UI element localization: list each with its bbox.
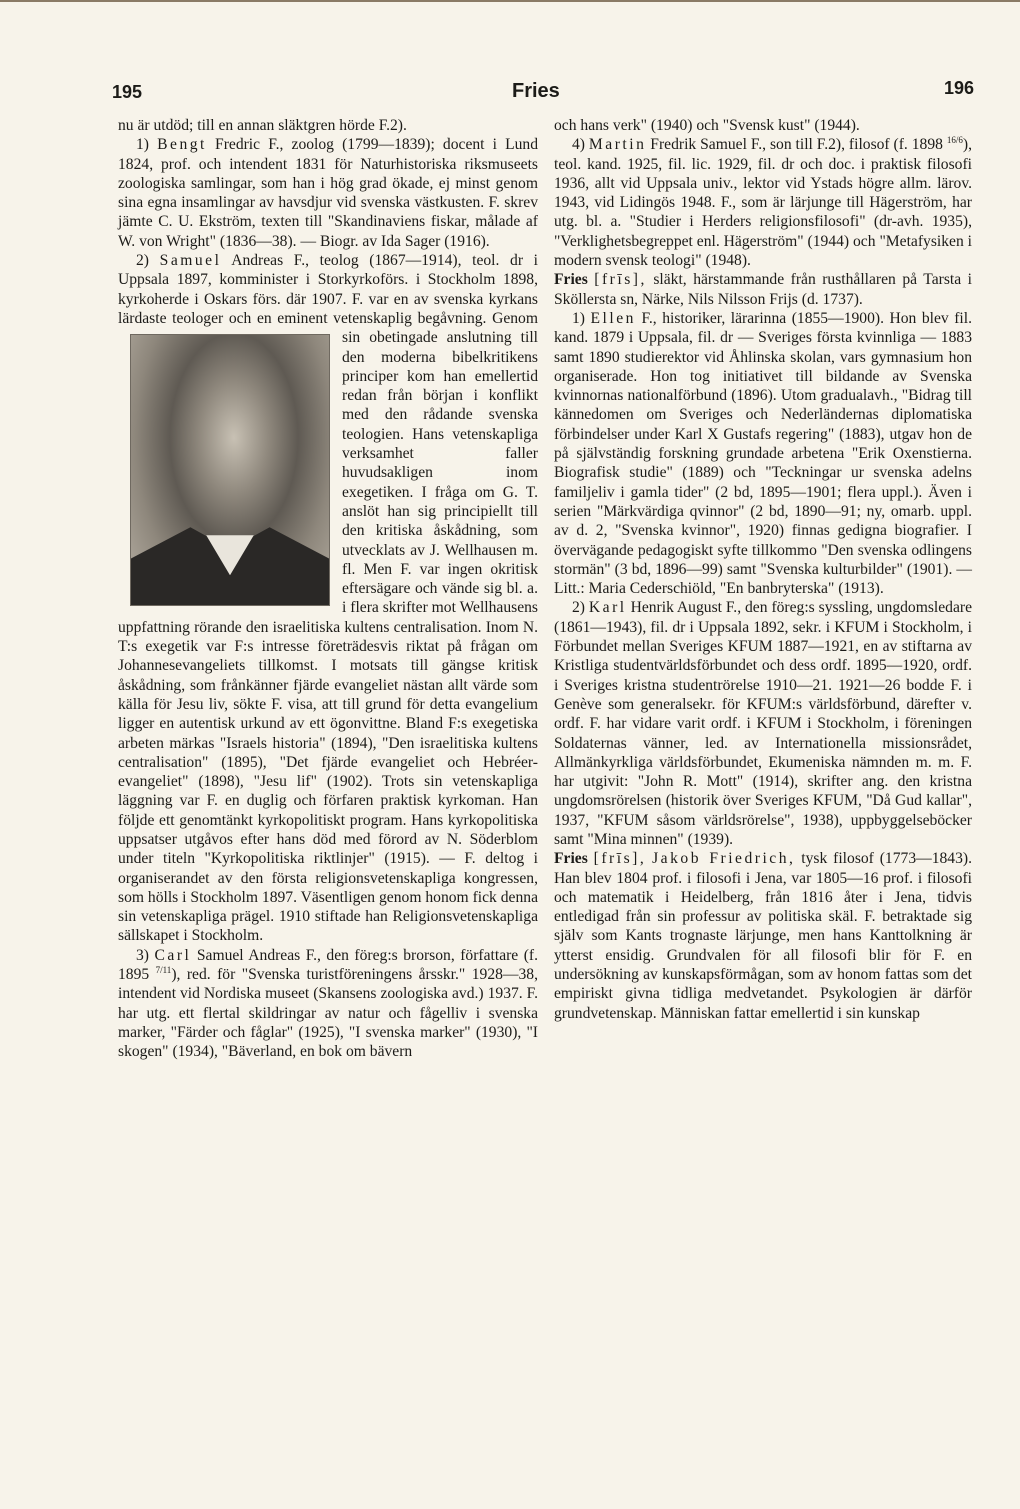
entry-number: 2) <box>136 252 149 270</box>
entry-carl <box>118 946 538 1062</box>
entry-text: tysk filosof (1773—1843). Han blev 1804 prof. i filosofi i Jena, var 1805—16 prof. i filosofi och matematik i Heidelberg, från 1816 åter i Jena, tidvis entledigad från sin professur av politiska skäl. F. betraktade sig själv som Kants trognaste lärjunge, men hans Kanttolkning är ytterst ensidig. Grundvalen för all filosofi blir för F. en undersökning av kunskapsförmågan, som av honom fattas som det empiriskt givna tidliga medvetandet. Psykologien är därför grundvetenskap. Människan fattar emellertid i sin kunskap <box>554 850 972 1022</box>
right-column <box>554 116 972 1023</box>
paragraph: och hans verk" (1940) och "Svensk kust" (1944). <box>554 117 860 134</box>
entry-ellen <box>554 309 972 598</box>
entry-name: Karl <box>588 599 627 617</box>
entry-samuel <box>118 251 538 946</box>
paragraph: nu är utdöd; till en annan släktgren hörde F.2). <box>118 117 407 134</box>
entry-number: 1) <box>136 136 149 154</box>
entry-name: Samuel <box>159 252 222 270</box>
pronunciation: [frīs], <box>594 271 647 289</box>
entry-text: F., historiker, lärarinna (1855—1900). Hon blev fil. kand. 1879 i Uppsala, fil. dr — Sveriges första kvinnliga — 1883 samt 1890 studierektor vid Åhlinska skolan, vars gymnasium hon organiserade. Hon tog initiativet till bildande av Svenska kvinnornas nationalförbund (1896). Utom gradualavh., "Bidrag till kännedomen om Sveriges och Nederländernas diplomatiska förbindelser under Karl X Gustafs regering" (1883), utgav hon de på självständig forskning grundade arbetena "Erik Oxenstierna. Biografisk studie" (1889) och "Teckningar ur svenska adelns familjeliv i gamla tider" (2 bd, 1895—1901; flera uppl.). Även i serien "Märkvärdiga qvinnor" (2 bd, 1890—91; ny, omarb. uppl. av d. 2, "Svenska kvinnor", 1920) finnas gedigna biografier. I övervägande pedagogiskt syfte tillkommo "Den svenska odlingens stormän" (3 bd, 1896—99) samt "Svenska kulturbilder" (1901). — Litt.: Maria Cederschiöld, "En banbryterska" (1913). <box>554 309 972 598</box>
headword-entry-fries-family <box>554 270 972 309</box>
entry-karl <box>554 598 972 849</box>
entry-number: 1) <box>572 309 585 327</box>
entry-text-cont: ), teol. kand. 1925, fil. lic. 1929, fil. dr och doc. i praktisk filosofi 1936, allt vid Uppsala univ., lektor vid Ystads högre allm. lärov. 1943, vid Lidingös 1948. F., som är lärjunge till Hägerström, har utg. bl. a. "Studier i Herders religionsfilosofi" (dr-avh. 1935), "Verklighetsbegreppet enl. Hägerström" (1944) och "Metafysiken i modern svensk teologi" (1948). <box>554 136 972 270</box>
entry-text: Fredric F., zoolog (1799—1839); docent i Lund 1824, prof. och intendent 1831 för Naturhistoriska riksmuseets zoologiska samlingar, som han i hög grad ökade, ej minst genom sina egna insamlingar av havsdjur vid svenska västkusten. F. skrev jämte C. U. Ekström, texten till "Skandinaviens fiskar, målade af W. von Wright" (1836—38). — Biogr. av Ida Sager (1916). <box>118 136 538 250</box>
page-number-right: 196 <box>943 78 974 98</box>
running-head: Fries <box>512 80 560 102</box>
entry-text-cont: ), red. för "Svenska turistföreningens årsskr." 1928—38, intendent vid Nordiska museet (Skansens zoologiska avd.) 1937. F. har utg. ett flertal skildringar av natur och fågelliv i svenska marker, "Färder och fåglar" (1925), "I svenska marker" (1930), "I skogen" (1934), "Bäverland, en bok om bävern <box>118 966 538 1061</box>
entry-text: Samuel Andreas F., den föreg:s brorson, författare (f. 1895 <box>118 946 538 984</box>
entry-martin <box>554 135 972 270</box>
entry-name: Ellen <box>590 309 636 327</box>
page-header <box>112 78 974 108</box>
date-fraction: 16/6 <box>946 135 963 146</box>
entry-text-cont: begåvning. Genom sin obetingade anslutning till den moderna bibelkritikens principer kom han emellertid redan från början i konflikt med den rådande svenska teologien. Hans vetenskapliga verksamhet faller huvudsakligen inom exegetiken. I fråga om G. T. anslöt han sig principiellt till den kritiska åskådning, som utvecklats av J. Wellhausen m. fl. Men F. var ingen okritisk eftersägare och vände sig bl. a. i flera skrifter mot Wellhausens uppfattning rörande den israelitiska kultens centralisation. Inom N. T:s exegetik var F:s intresse företrädesvis riktat på frågan om Johannesevangeliets tillkomst. I motsats till gängse kritisk åskådning, som frånkänner fjärde evangeliet nästan allt värde som källa för Jesu liv, sökte F. visa, att till grund för detta evangelium ligger en autentisk urkund av ett ögonvittne. Bland F:s exegetiska arbeten märkas "Israels historia" (1894), "Den israelitiska kultens centralisation" (1895), "Det fjärde evangeliet och Hebréer-evangeliet" (1898), "Jesu lif" (1902). Trots sin vetenskapliga läggning var F. en duglig och förfaren praktisk kyrkoman. Han följde ett genomtänkt kyrkopolitiskt program. Hans kyrkopolitiska uppsatser utgåvos efter hans död med förord av N. Söderblom under titeln "Kyrkopolitiska riktlinjer" (1915). — F. deltog i organiserandet av den första religionsvetenskapliga kongressen, som hölls i Stockholm 1897. Väsentligen genom honom fick denna sin vetenskapliga prägel. 1910 stiftade han Religionsvetenskapliga sällskapet i Stockholm. <box>118 309 538 945</box>
portrait-photo <box>130 334 330 606</box>
page-number-left: 195 <box>112 82 143 102</box>
headword-entry-jakob <box>554 849 972 1023</box>
entry-name: Martin <box>588 136 647 154</box>
pronunciation: [frīs], <box>593 850 647 868</box>
entry-bengt <box>118 135 538 251</box>
left-column <box>118 116 538 1062</box>
entry-name: Carl <box>154 946 192 964</box>
date-fraction: 7/11 <box>155 964 172 975</box>
entry-text: Andreas F., teolog (1867—1914), teol. dr i Uppsala 1897, komminister i Storkyrkoförs. i Stockholm 1898, kyrkoherde i Oskars förs. där 1907. F. var en av svenska kyrkans lärdaste teologer och en eminent vetenskaplig <box>118 252 539 327</box>
entry-text: Fredrik Samuel F., son till F.2), filosof (f. 1898 <box>650 136 943 154</box>
headword: Fries <box>554 850 588 868</box>
headword: Fries <box>554 271 588 289</box>
entry-name: Jakob Friedrich, <box>652 850 796 868</box>
entry-text: Henrik August F., den föreg:s syssling, ungdomsledare (1861—1943), fil. dr i Uppsala 1892, sekr. i KFUM i Stockholm, i Förbundet mellan Sveriges KFUM 1887—1921, en av stiftarna av Kristliga studentvärldsförbundet och dess ordf. 1895—1920, ordf. i Sveriges kristna studentrörelse 1910—21. 1921—26 bodde F. i Genève som generalsekr. för KFUM:s världsförbund, därefter v. ordf. F. har vidare varit ordf. i KFUM i Stockholm, i föreningen Soldaternas vänner, led. av Internationella missionsrådet, Allmänkyrkliga världsförbundet, Ekumeniska nämnden m. m. F. har utgivit: "John R. Mott" (1914), skrifter ang. den kristna ungdomsrörelsen (historik över Sveriges KFUM, "Då Gud kallar", 1937, "KFUM såsom världsrörelse", 1938), uppbyggelseböcker samt "Mina minnen" (1939). <box>554 599 972 848</box>
top-rule <box>0 0 1020 2</box>
entry-number: 3) <box>136 946 149 964</box>
entry-number: 2) <box>572 599 585 617</box>
entry-text: släkt, härstammande från rusthållaren på Tarsta i Sköllersta sn, Närke, Nils Nilsson Frijs (d. 1737). <box>554 271 972 308</box>
entry-number: 4) <box>572 136 585 154</box>
entry-name: Bengt <box>157 136 207 154</box>
